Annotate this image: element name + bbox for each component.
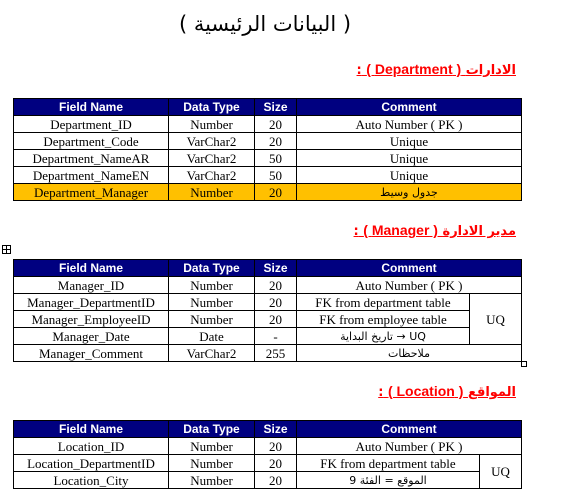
department-heading-colon: : — [356, 63, 362, 78]
department-heading-ar: الادارات — [465, 63, 516, 78]
comment-cell: Unique — [297, 150, 522, 167]
field-cell: Location_ID — [14, 438, 169, 455]
type-cell: Number — [169, 184, 255, 201]
manager-heading-en: ( Manager ) — [363, 222, 438, 238]
table-header-row — [14, 421, 522, 438]
type-cell: Number — [169, 438, 255, 455]
manager-heading-colon: : — [353, 224, 359, 239]
col-comment: Comment — [297, 260, 522, 277]
table-row — [14, 455, 522, 472]
table-row — [14, 311, 522, 328]
location-heading-en: ( Location ) — [387, 383, 464, 399]
col-size: Size — [255, 260, 297, 277]
col-data-type: Data Type — [169, 421, 255, 438]
size-cell: 20 — [255, 438, 297, 455]
table-row — [14, 438, 522, 455]
size-cell: 20 — [255, 311, 297, 328]
col-field-name: Field Name — [14, 421, 169, 438]
uq-group-cell: UQ — [480, 455, 522, 489]
table-row — [14, 294, 522, 311]
department-table — [13, 98, 522, 201]
type-cell: Number — [169, 472, 255, 489]
comment-cell: Auto Number ( PK ) — [297, 116, 522, 133]
location-heading — [378, 383, 516, 400]
type-cell: VarChar2 — [169, 133, 255, 150]
field-cell: Manager_DepartmentID — [14, 294, 169, 311]
field-cell: Location_City — [14, 472, 169, 489]
field-cell: Department_ID — [14, 116, 169, 133]
comment-cell: Auto Number ( PK ) — [297, 438, 522, 455]
size-cell: - — [255, 328, 297, 345]
comment-cell: Unique — [297, 133, 522, 150]
table-row — [14, 328, 522, 345]
size-cell: 20 — [255, 133, 297, 150]
location-heading-colon: : — [378, 385, 384, 400]
col-comment: Comment — [297, 99, 522, 116]
comment-cell: ملاحظات — [297, 345, 522, 362]
field-cell: Department_NameEN — [14, 167, 169, 184]
field-cell: Manager_EmployeeID — [14, 311, 169, 328]
size-cell: 50 — [255, 167, 297, 184]
table-resize-handle[interactable] — [521, 361, 527, 367]
table-row — [14, 277, 522, 294]
table-header-row — [14, 99, 522, 116]
type-cell: VarChar2 — [169, 150, 255, 167]
col-comment: Comment — [297, 421, 522, 438]
size-cell: 255 — [255, 345, 297, 362]
type-cell: Number — [169, 294, 255, 311]
comment-cell: FK from department table — [297, 294, 470, 311]
size-cell: 50 — [255, 150, 297, 167]
type-cell: Number — [169, 311, 255, 328]
uq-group-cell: UQ — [470, 294, 522, 345]
col-data-type: Data Type — [169, 260, 255, 277]
field-cell: Location_DepartmentID — [14, 455, 169, 472]
type-cell: Number — [169, 455, 255, 472]
table-move-handle[interactable] — [2, 245, 11, 254]
size-cell: 20 — [255, 277, 297, 294]
col-data-type: Data Type — [169, 99, 255, 116]
field-cell: Manager_ID — [14, 277, 169, 294]
table-row — [14, 116, 522, 133]
size-cell: 20 — [255, 472, 297, 489]
table-row — [14, 472, 522, 489]
comment-cell: Auto Number ( PK ) — [297, 277, 522, 294]
table-row — [14, 133, 522, 150]
field-cell: Department_Code — [14, 133, 169, 150]
table-row — [14, 150, 522, 167]
location-table — [13, 420, 522, 489]
size-cell: 20 — [255, 294, 297, 311]
department-heading — [357, 61, 516, 78]
field-cell: Department_Manager — [14, 184, 169, 201]
size-cell: 20 — [255, 455, 297, 472]
type-cell: Number — [169, 116, 255, 133]
type-cell: Number — [169, 277, 255, 294]
table-row — [14, 167, 522, 184]
field-cell: Manager_Comment — [14, 345, 169, 362]
size-cell: 20 — [255, 116, 297, 133]
col-size: Size — [255, 421, 297, 438]
comment-cell: جدول وسيط — [297, 184, 522, 201]
comment-cell: الموقع = الفئة 9 — [297, 472, 480, 489]
table-header-row — [14, 260, 522, 277]
col-size: Size — [255, 99, 297, 116]
col-field-name: Field Name — [14, 99, 169, 116]
field-cell: Department_NameAR — [14, 150, 169, 167]
col-field-name: Field Name — [14, 260, 169, 277]
manager-heading — [354, 222, 516, 239]
type-cell: VarChar2 — [169, 167, 255, 184]
department-heading-en: ( Department ) — [366, 61, 462, 77]
comment-cell: UQ → تاريخ البداية — [297, 328, 470, 345]
field-cell: Manager_Date — [14, 328, 169, 345]
manager-table — [13, 259, 522, 362]
table-row — [14, 345, 522, 362]
comment-cell: FK from employee table — [297, 311, 470, 328]
comment-cell: Unique — [297, 167, 522, 184]
type-cell: VarChar2 — [169, 345, 255, 362]
table-row-highlighted — [14, 184, 522, 201]
location-heading-ar: المواقع — [467, 385, 516, 400]
comment-cell: FK from department table — [297, 455, 480, 472]
size-cell: 20 — [255, 184, 297, 201]
manager-heading-ar: مدير الادارة — [442, 224, 516, 239]
page-title: ( البيانات الرئيسية ) — [178, 12, 352, 36]
type-cell: Date — [169, 328, 255, 345]
